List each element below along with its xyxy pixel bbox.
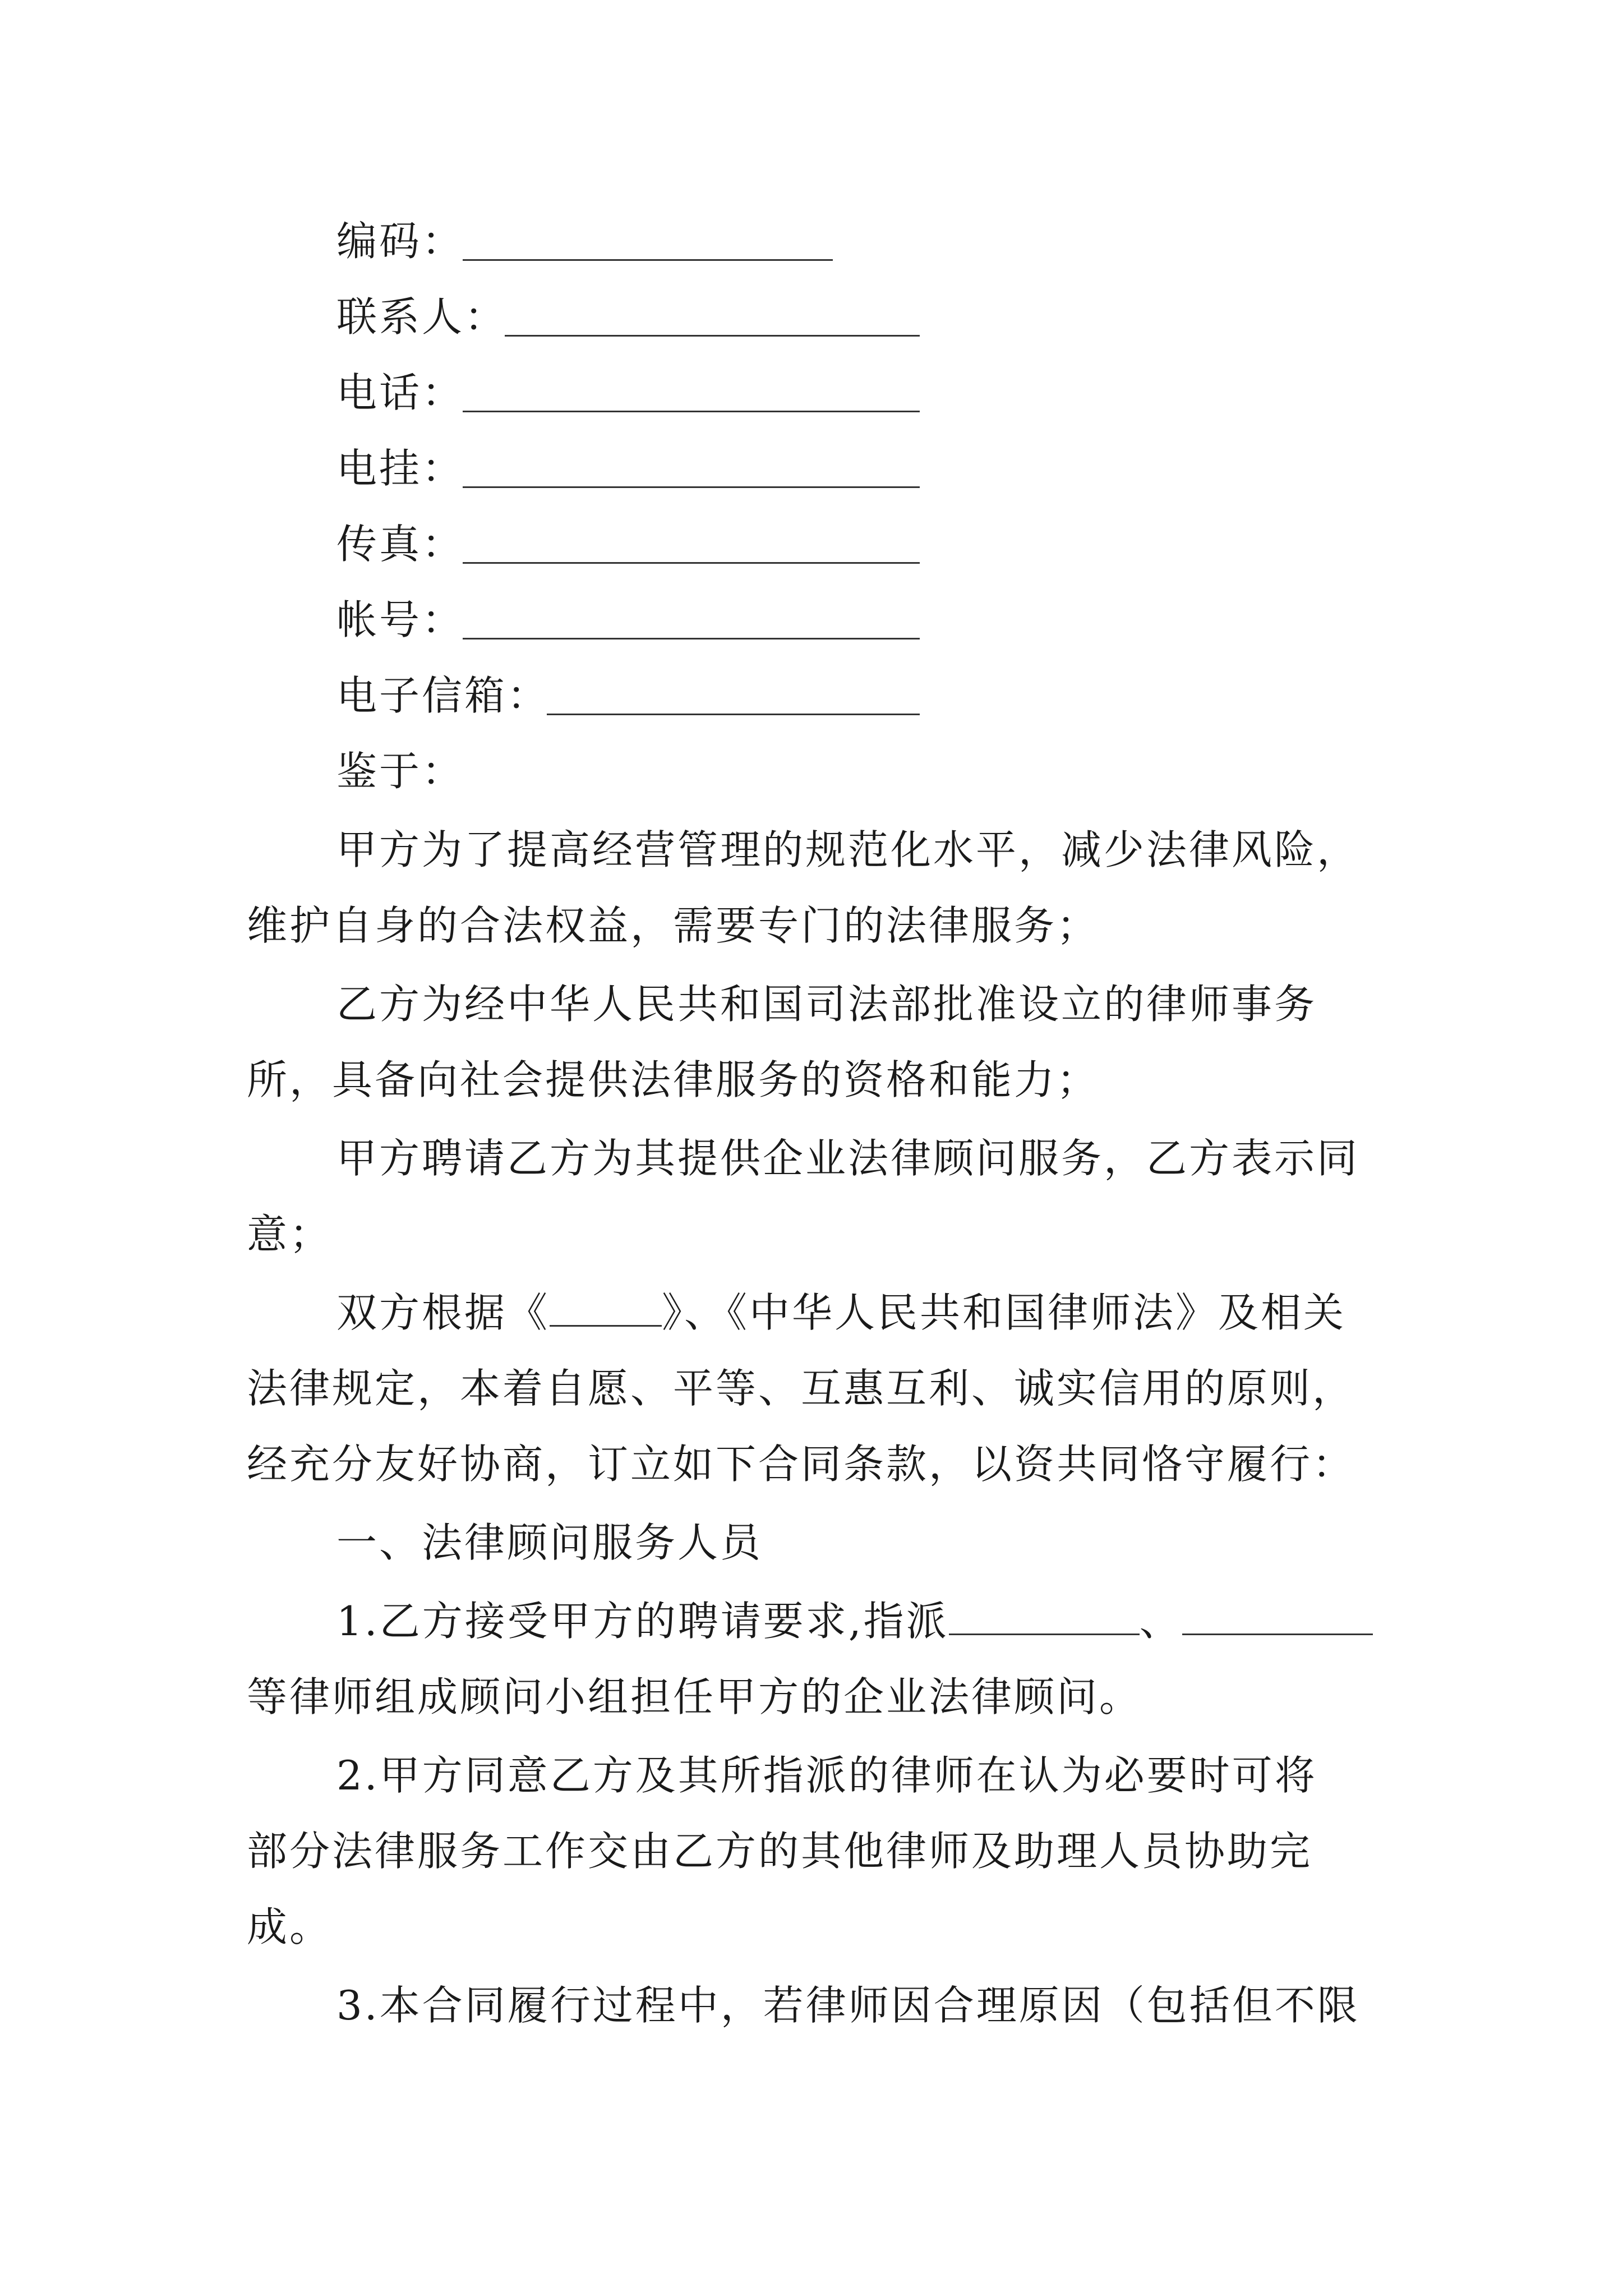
para-4-line-3: 经充分友好协商，订立如下合同条款，以资共同恪守履行： [247, 1441, 1355, 1488]
field-account-blank[interactable] [463, 638, 920, 639]
field-email-label: 电子信箱： [336, 672, 550, 719]
clause-3-line-1: 3.本合同履行过程中，若律师因合理原因（包括但不限 [336, 1982, 1360, 2029]
para-1-line-1: 甲方为了提高经营管理的规范化水平，减少法律风险， [336, 826, 1360, 873]
field-contact-blank[interactable] [505, 335, 920, 337]
field-telegraph-blank[interactable] [463, 486, 920, 488]
para-2-line-1: 乙方为经中华人民共和国司法部批准设立的律师事务 [336, 981, 1317, 1028]
field-email-blank[interactable] [547, 714, 920, 715]
field-code-blank[interactable] [463, 259, 833, 261]
clause-2-line-3: 成。 [247, 1903, 333, 1950]
section-1-title: 一、法律顾问服务人员 [336, 1519, 763, 1566]
clause-1-pre: 1.乙方接受甲方的聘请要求,指派 [336, 1598, 949, 1645]
clause-1-line-2: 等律师组成顾问小组担任甲方的企业法律顾问。 [247, 1673, 1142, 1720]
para-4-pre: 双方根据《 [336, 1289, 550, 1336]
para-4-line-2: 法律规定，本着自愿、平等、互惠互利、诚实信用的原则， [247, 1365, 1355, 1412]
clause-1-line-1 [336, 1593, 1373, 1649]
whereas-title: 鉴于： [336, 748, 465, 795]
field-code-label: 编码： [336, 218, 465, 265]
lawyer-2-blank[interactable] [1182, 1600, 1373, 1635]
clause-2-line-2: 部分法律服务工作交由乙方的其他律师及助理人员协助完 [247, 1828, 1313, 1875]
field-telegraph-label: 电挂： [336, 445, 465, 492]
field-account-label: 帐号： [336, 596, 465, 643]
para-3-line-1: 甲方聘请乙方为其提供企业法律顾问服务，乙方表示同 [336, 1135, 1360, 1182]
lawyer-1-blank[interactable] [949, 1600, 1140, 1635]
para-2-line-2: 所，具备向社会提供法律服务的资格和能力； [247, 1056, 1100, 1103]
para-3-line-2: 意； [247, 1211, 333, 1258]
para-4-line-1 [336, 1285, 1346, 1341]
para-4-post: 》、《中华人民共和国律师法》及相关 [662, 1289, 1347, 1336]
field-contact-label: 联系人： [336, 293, 508, 341]
field-fax-label: 传真： [336, 521, 465, 568]
para-1-line-2: 维护自身的合法权益，需要专门的法律服务； [247, 902, 1100, 949]
law-name-blank[interactable] [550, 1291, 662, 1327]
field-fax-blank[interactable] [463, 562, 920, 564]
field-phone-label: 电话： [336, 369, 465, 416]
clause-2-line-1: 2.甲方同意乙方及其所指派的律师在认为必要时可将 [336, 1752, 1317, 1799]
clause-1-sep: 、 [1139, 1598, 1182, 1645]
field-phone-blank[interactable] [463, 411, 920, 412]
